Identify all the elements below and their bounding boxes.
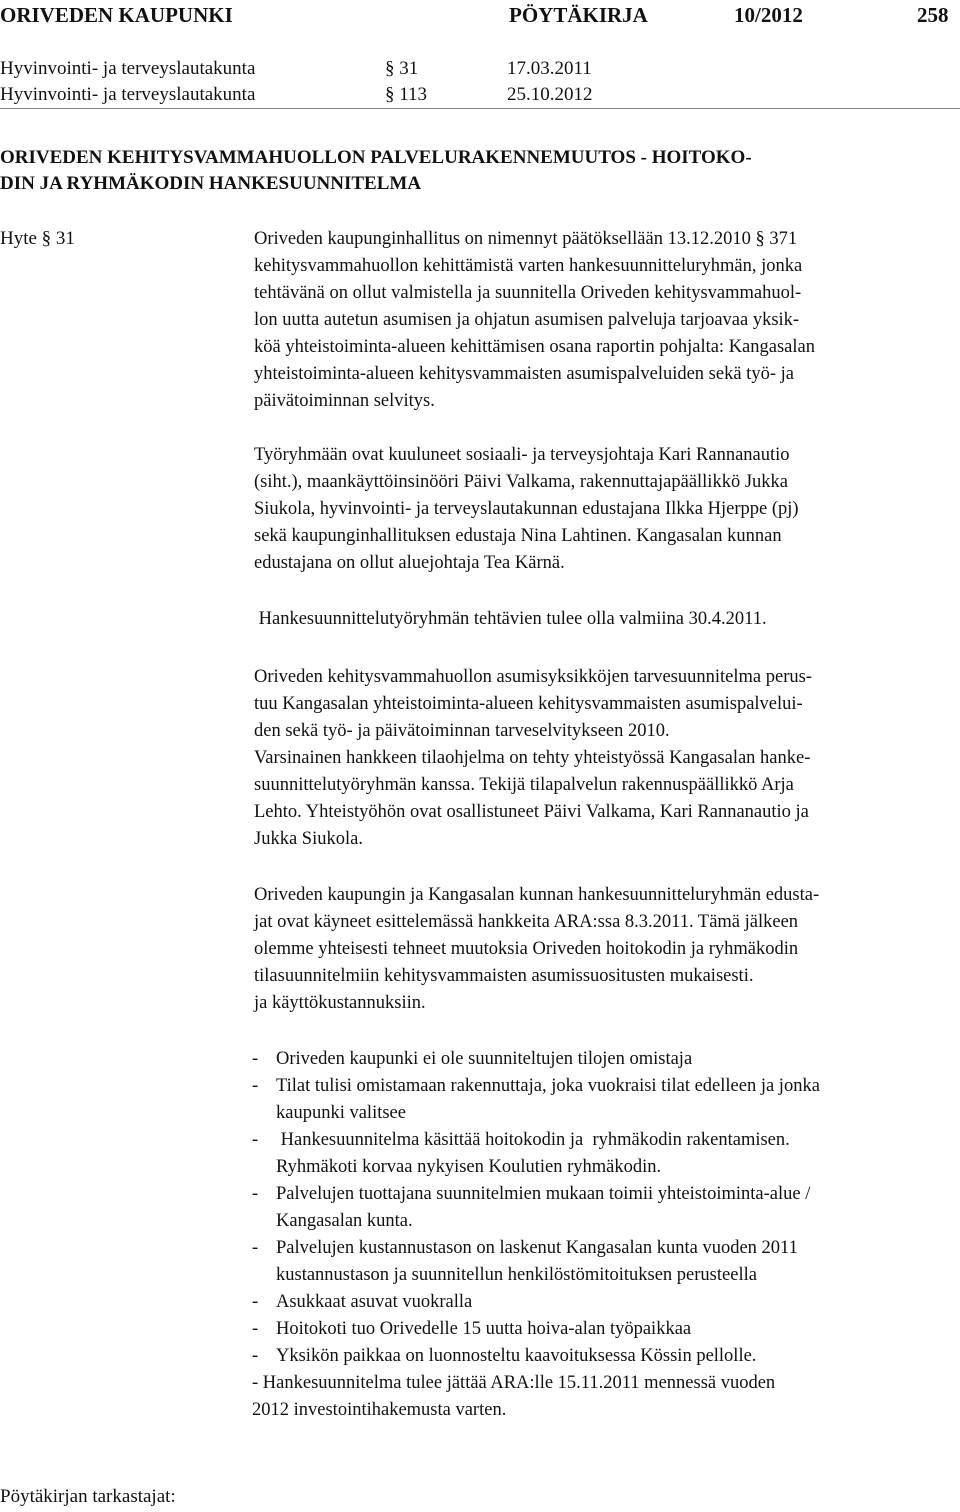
meeting-board: Hyvinvointi- ja terveyslautakunta [0, 84, 256, 105]
text-line: yhteistoiminta-alueen kehitysvammaisten asumispalveluiden sekä työ- ja [254, 364, 794, 384]
list-item-text: Kangasalan kunta. [276, 1211, 413, 1231]
dash-marker: - [252, 1130, 259, 1150]
list-item [252, 1127, 960, 1181]
text-line: Jukka Siukola. [254, 829, 363, 849]
paragraph-needs-plan [254, 664, 960, 853]
paragraph-deadline [254, 606, 960, 633]
text-line: jat ovat käyneet esittelemässä hankkeita ARA:ssa 8.3.2011. Tämä jälkeen [254, 912, 799, 932]
text-line: Oriveden kaupungin ja Kangasalan kunnan hankesuunnitteluryhmän edusta- [254, 885, 820, 905]
text-line: suunnittelutyöryhmän kanssa. Tekijä tilapalvelun rakennuspäällikkö Arja [254, 775, 794, 795]
list-item-text: kaupunki valitsee [276, 1103, 406, 1123]
text-line: tehtävänä on ollut valmistella ja suunnitella Oriveden kehitysvammahuol- [254, 283, 802, 303]
text-line: (siht.), maankäyttöinsinööri Päivi Valkama, rakennuttajapäällikkö Jukka [254, 472, 788, 492]
text-line: Työryhmään ovat kuuluneet sosiaali- ja terveysjohtaja Kari Rannanautio [254, 445, 790, 465]
text-line: Hankesuunnittelutyöryhmän tehtävien tulee olla valmiina 30.4.2011. [254, 609, 767, 629]
list-item-text: Hoitokoti tuo Orivedelle 15 uutta hoiva-alan työpaikkaa [276, 1319, 692, 1339]
list-item-text: Palvelujen tuottajana suunnitelmien mukaan toimii yhteistoiminta-alue / [276, 1184, 811, 1204]
list-item-text: Yksikön paikkaa on luonnosteltu kaavoituksessa Kössin pellolle. [276, 1346, 757, 1366]
list-item-text: Oriveden kaupunki ei ole suunniteltujen tilojen omistaja [276, 1049, 693, 1069]
dash-marker: - [252, 1184, 259, 1204]
list-item-text: 2012 investointihakemusta varten. [252, 1400, 507, 1420]
list-item-text: Hankesuunnitelma käsittää hoitokodin ja ryhmäkodin rakentamisen. [276, 1130, 790, 1150]
list-item [252, 1073, 960, 1127]
list-item [252, 1289, 960, 1316]
list-item [252, 1046, 960, 1073]
list-item [252, 1316, 960, 1343]
meeting-section: § 31 [385, 58, 419, 79]
list-item [252, 1235, 960, 1289]
list-item [252, 1343, 960, 1370]
header-rule [0, 108, 960, 109]
list-item-text: kustannustason ja suunnitellun henkilöstömitoituksen perusteella [276, 1265, 757, 1285]
list-item-text: Tilat tulisi omistamaan rakennuttaja, joka vuokraisi tilat edelleen ja jonka [276, 1076, 820, 1096]
org-name: ORIVEDEN KAUPUNKI [0, 3, 233, 27]
dash-marker: - [252, 1319, 259, 1339]
dash-marker: - [252, 1238, 259, 1258]
text-line: Varsinainen hankkeen tilaohjelma on tehty yhteistyössä Kangasalan hanke- [254, 748, 811, 768]
list-item-text: Asukkaat asuvat vuokralla [276, 1292, 473, 1312]
meeting-board: Hyvinvointi- ja terveyslautakunta [0, 58, 256, 79]
meeting-date: 17.03.2011 [507, 58, 592, 79]
meeting-date: 25.10.2012 [507, 84, 593, 105]
text-line: Oriveden kehitysvammahuollon asumisyksikköjen tarvesuunnitelma perus- [254, 667, 812, 687]
text-line: ja käyttökustannuksiin. [254, 993, 426, 1013]
meeting-section: § 113 [385, 84, 428, 105]
page-number: 258 [917, 3, 949, 27]
paragraph-working-group [254, 442, 960, 577]
text-line: olemme yhteisesti tehneet muutoksia Oriveden hoitokodin ja ryhmäkodin [254, 939, 799, 959]
text-line: Lehto. Yhteistyöhön ovat osallistuneet Päivi Valkama, Kari Rannanautio ja [254, 802, 809, 822]
text-line: Oriveden kaupunginhallitus on nimennyt päätöksellään 13.12.2010 § 371 [254, 229, 798, 249]
text-line: tuu Kangasalan yhteistoiminta-alueen kehitysvammaisten asumispalvelui- [254, 694, 803, 714]
text-line: tilasuunnitelmiin kehitysvammaisten asumissuositusten mukaisesti. [254, 966, 754, 986]
text-line: den sekä työ- ja päivätoiminnan tarveselvitykseen 2010. [254, 721, 670, 741]
section-label: Hyte § 31 [0, 228, 75, 249]
document-title-line-1: ORIVEDEN KEHITYSVAMMAHUOLLON PALVELURAKENNEMUUTOS - HOITOKO- [0, 147, 752, 168]
paragraph-appointment [254, 226, 960, 415]
dash-marker: - [252, 1076, 259, 1096]
dash-marker: - [252, 1346, 259, 1366]
list-item-final [252, 1370, 960, 1424]
issue-number: 10/2012 [734, 3, 803, 27]
paragraph-ara-presentation [254, 882, 960, 1017]
list-item [252, 1181, 960, 1235]
bullet-list [252, 1046, 960, 1424]
text-line: köä yhteistoiminta-alueen kehittämisen osana raportin pohjalta: Kangasalan [254, 337, 815, 357]
text-line: edustajana on ollut aluejohtaja Tea Kärnä. [254, 553, 565, 573]
document-title-line-2: DIN JA RYHMÄKODIN HANKESUUNNITELMA [0, 173, 422, 194]
text-line: kehitysvammahuollon kehittämistä varten hankesuunnitteluryhmän, jonka [254, 256, 803, 276]
footer-inspectors-label: Pöytäkirjan tarkastajat: [0, 1486, 176, 1507]
doc-type: PÖYTÄKIRJA [509, 3, 648, 27]
dash-marker: - [252, 1049, 259, 1069]
dash-marker: - [252, 1292, 259, 1312]
list-item-text: Palvelujen kustannustason on laskenut Kangasalan kunta vuoden 2011 [276, 1238, 798, 1258]
list-item-text: Ryhmäkoti korvaa nykyisen Koulutien ryhmäkodin. [276, 1157, 662, 1177]
text-line: päivätoiminnan selvitys. [254, 391, 435, 411]
text-line: Siukola, hyvinvointi- ja terveyslautakunnan edustajana Ilkka Hjerppe (pj) [254, 499, 799, 519]
text-line: lon uutta autetun asumisen ja ohjatun asumisen palveluja tarjoavaa yksik- [254, 310, 800, 330]
text-line: sekä kaupunginhallituksen edustaja Nina Lahtinen. Kangasalan kunnan [254, 526, 782, 546]
list-item-text: - Hankesuunnitelma tulee jättää ARA:lle 15.11.2011 mennessä vuoden [252, 1373, 776, 1393]
